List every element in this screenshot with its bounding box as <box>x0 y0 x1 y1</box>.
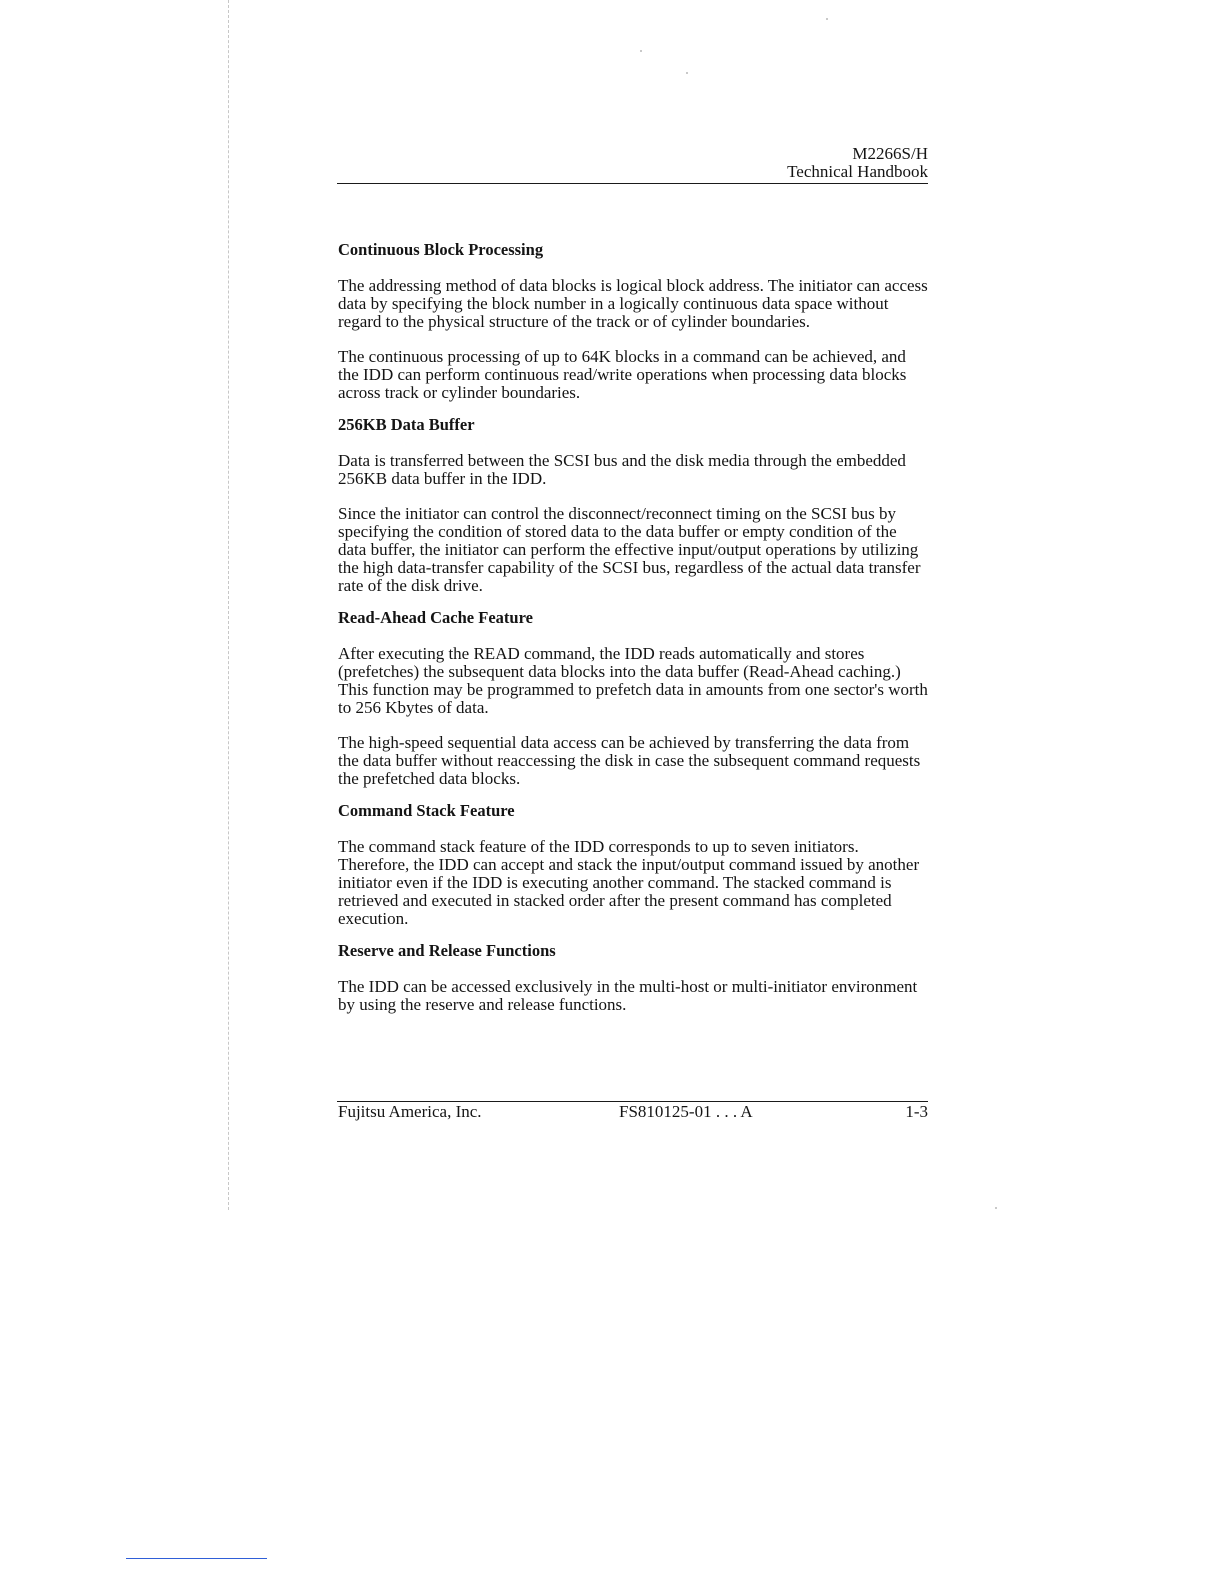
page-body <box>338 240 928 1031</box>
section-heading: Read-Ahead Cache Feature <box>338 608 533 627</box>
corner-rule <box>126 1558 267 1559</box>
section-continuous-block-processing <box>338 240 928 402</box>
scan-speck <box>995 1207 997 1209</box>
section-command-stack <box>338 801 928 928</box>
paragraph: The continuous processing of up to 64K blocks in a command can be achieved, and the IDD can perform continuous read/write operations when processing data blocks across track or cylinder boundaries. <box>338 347 907 402</box>
header-rule <box>337 183 928 184</box>
section-reserve-release <box>338 941 928 1014</box>
paragraph: The IDD can be accessed exclusively in the multi-host or multi-initiator environment by using the reserve and release functions. <box>338 977 918 1014</box>
footer-company: Fujitsu America, Inc. <box>338 1102 482 1121</box>
scan-edge-artifact <box>228 0 235 1210</box>
paragraph: The addressing method of data blocks is logical block address. The initiator can access data by specifying the block number in a logically continuous data space without regard to the physical structure of the track or of cylinder boundaries. <box>338 276 928 331</box>
running-head <box>337 145 928 181</box>
paragraph: Since the initiator can control the disconnect/reconnect timing on the SCSI bus by specifying the condition of stored data to the data buffer or empty condition of the data buffer, the initiator can perform the effective input/output operations by utilizing the high data-transfer capability of the SCSI bus, regardless of the actual data transfer rate of the disk drive. <box>338 504 921 595</box>
page-number: 1-3 <box>905 1102 928 1121</box>
section-data-buffer <box>338 415 928 595</box>
paragraph: After executing the READ command, the IDD reads automatically and stores (prefetches) the subsequent data blocks into the data buffer (Read-Ahead caching.) This function may be programmed to prefetch data in amounts from one sector's worth to 256 Kbytes of data. <box>338 644 928 717</box>
paragraph: The command stack feature of the IDD corresponds to up to seven initiators. Therefore, the IDD can accept and stack the input/output command issued by another initiator even if the IDD is executing another command. The stacked command is retrieved and executed in stacked order after the present command has completed execution. <box>338 837 920 928</box>
section-heading: Command Stack Feature <box>338 801 515 820</box>
header-model: M2266S/H <box>852 144 928 163</box>
section-heading: Continuous Block Processing <box>338 240 544 259</box>
header-doc-title: Technical Handbook <box>787 162 928 181</box>
scan-speck <box>640 50 642 52</box>
section-heading: Reserve and Release Functions <box>338 941 556 960</box>
section-read-ahead-cache <box>338 608 928 788</box>
scan-speck <box>686 72 688 74</box>
section-heading: 256KB Data Buffer <box>338 415 475 434</box>
footer-doc-number: FS810125-01 . . . A <box>619 1102 753 1121</box>
paragraph: Data is transferred between the SCSI bus and the disk media through the embedded 256KB data buffer in the IDD. <box>338 451 906 488</box>
paragraph: The high-speed sequential data access can be achieved by transferring the data from the data buffer without reaccessing the disk in case the subsequent command requests the prefetched data blocks. <box>338 733 921 788</box>
scan-speck <box>826 18 828 20</box>
